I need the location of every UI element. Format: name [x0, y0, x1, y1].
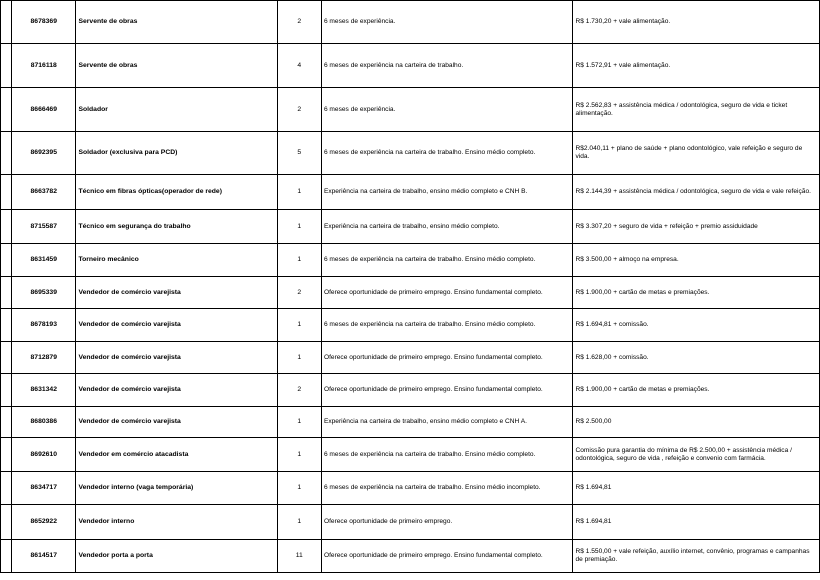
- job-salary: R$ 1.694,81 + comissão.: [573, 309, 820, 342]
- job-title: Vendedor de comércio varejista: [76, 407, 277, 438]
- job-code: 8678193: [12, 309, 76, 342]
- job-listings-body: [1, 1, 820, 573]
- table-row: [1, 540, 820, 573]
- job-quantity: 1: [277, 505, 321, 540]
- job-salary: Comissão pura garantia do mínima de R$ 2.500,00 + assistência médica / odontológica, seguro de vida , refeição e convenio com farmácia.: [573, 438, 820, 472]
- job-title: Vendedor de comércio varejista: [76, 277, 277, 309]
- table-row: [1, 244, 820, 277]
- job-requirements: 6 meses de experiência na carteira de trabalho.: [321, 44, 573, 88]
- job-code: 8712879: [12, 342, 76, 374]
- job-requirements: Experiência na carteira de trabalho, ensino médio completo.: [321, 210, 573, 244]
- job-code: 8634717: [12, 472, 76, 505]
- job-requirements: Oferece oportunidade de primeiro emprego. Ensino fundamental completo.: [321, 342, 573, 374]
- job-requirements: 6 meses de experiência na carteira de trabalho. Ensino médio completo.: [321, 438, 573, 472]
- table-row: [1, 175, 820, 210]
- job-quantity: 5: [277, 132, 321, 175]
- job-title: Torneiro mecânico: [76, 244, 277, 277]
- job-title: Soldador: [76, 88, 277, 132]
- job-requirements: Oferece oportunidade de primeiro emprego. Ensino fundamental completo.: [321, 540, 573, 573]
- job-title: Vendedor de comércio varejista: [76, 374, 277, 407]
- job-quantity: 1: [277, 407, 321, 438]
- job-requirements: 6 meses de experiência na carteira de trabalho. Ensino médio incompleto.: [321, 472, 573, 505]
- table-row: [1, 1, 820, 44]
- job-requirements: Oferece oportunidade de primeiro emprego. Ensino fundamental completo.: [321, 277, 573, 309]
- job-salary: R$ 1.900,00 + cartão de metas e premiações.: [573, 277, 820, 309]
- job-salary: R$ 1.900,00 + cartão de metas e premiações.: [573, 374, 820, 407]
- row-margin-cell: [1, 244, 12, 277]
- row-margin-cell: [1, 88, 12, 132]
- table-row: [1, 277, 820, 309]
- job-salary: R$ 1.550,00 + vale refeição, auxílio internet, convênio, programas e campanhas de premiação.: [573, 540, 820, 573]
- job-requirements: 6 meses de experiência.: [321, 88, 573, 132]
- job-requirements: 6 meses de experiência na carteira de trabalho. Ensino médio completo.: [321, 132, 573, 175]
- job-requirements: Experiência na carteira de trabalho, ensino médio completo e CNH B.: [321, 175, 573, 210]
- job-code: 8631342: [12, 374, 76, 407]
- job-code: 8680386: [12, 407, 76, 438]
- job-quantity: 1: [277, 244, 321, 277]
- table-row: [1, 44, 820, 88]
- job-code: 8715587: [12, 210, 76, 244]
- row-margin-cell: [1, 438, 12, 472]
- table-row: [1, 210, 820, 244]
- job-salary: R$2.040,11 + plano de saúde + plano odontológico, vale refeição e seguro de vida.: [573, 132, 820, 175]
- job-code: 8666469: [12, 88, 76, 132]
- job-title: Vendedor interno: [76, 505, 277, 540]
- table-row: [1, 374, 820, 407]
- row-margin-cell: [1, 132, 12, 175]
- job-requirements: Oferece oportunidade de primeiro emprego. Ensino fundamental completo.: [321, 374, 573, 407]
- job-quantity: 2: [277, 88, 321, 132]
- job-title: Servente de obras: [76, 44, 277, 88]
- job-quantity: 1: [277, 438, 321, 472]
- job-title: Técnico em segurança do trabalho: [76, 210, 277, 244]
- job-code: 8678369: [12, 1, 76, 44]
- job-title: Soldador (exclusiva para PCD): [76, 132, 277, 175]
- job-title: Técnico em fibras ópticas(operador de rede): [76, 175, 277, 210]
- row-margin-cell: [1, 175, 12, 210]
- job-code: 8692395: [12, 132, 76, 175]
- job-code: 8631459: [12, 244, 76, 277]
- row-margin-cell: [1, 309, 12, 342]
- job-salary: R$ 2.144,39 + assistência médica / odontológica, seguro de vida e vale refeição.: [573, 175, 820, 210]
- job-salary: R$ 2.562,83 + assistência médica / odontológica, seguro de vida e ticket alimentação.: [573, 88, 820, 132]
- job-title: Vendedor em comércio atacadista: [76, 438, 277, 472]
- job-quantity: 1: [277, 309, 321, 342]
- job-salary: R$ 1.572,91 + vale alimentação.: [573, 44, 820, 88]
- row-margin-cell: [1, 210, 12, 244]
- job-quantity: 11: [277, 540, 321, 573]
- row-margin-cell: [1, 1, 12, 44]
- job-title: Vendedor de comércio varejista: [76, 342, 277, 374]
- job-code: 8652922: [12, 505, 76, 540]
- job-code: 8716118: [12, 44, 76, 88]
- job-salary: R$ 2.500,00: [573, 407, 820, 438]
- job-requirements: Experiência na carteira de trabalho, ensino médio completo e CNH A.: [321, 407, 573, 438]
- table-row: [1, 309, 820, 342]
- table-row: [1, 88, 820, 132]
- table-row: [1, 438, 820, 472]
- table-row: [1, 505, 820, 540]
- job-code: 8614517: [12, 540, 76, 573]
- table-row: [1, 472, 820, 505]
- job-salary: R$ 1.694,81: [573, 505, 820, 540]
- row-margin-cell: [1, 277, 12, 309]
- job-quantity: 1: [277, 210, 321, 244]
- job-quantity: 2: [277, 1, 321, 44]
- job-salary: R$ 3.500,00 + almoço na empresa.: [573, 244, 820, 277]
- row-margin-cell: [1, 540, 12, 573]
- job-title: Vendedor interno (vaga temporária): [76, 472, 277, 505]
- job-quantity: 1: [277, 472, 321, 505]
- job-title: Vendedor de comércio varejista: [76, 309, 277, 342]
- job-requirements: 6 meses de experiência.: [321, 1, 573, 44]
- job-salary: R$ 1.628,00 + comissão.: [573, 342, 820, 374]
- row-margin-cell: [1, 472, 12, 505]
- job-salary: R$ 1.694,81: [573, 472, 820, 505]
- job-quantity: 1: [277, 175, 321, 210]
- job-quantity: 1: [277, 342, 321, 374]
- job-requirements: Oferece oportunidade de primeiro emprego.: [321, 505, 573, 540]
- row-margin-cell: [1, 374, 12, 407]
- row-margin-cell: [1, 342, 12, 374]
- job-requirements: 6 meses de experiência na carteira de trabalho. Ensino médio completo.: [321, 309, 573, 342]
- job-requirements: 6 meses de experiência na carteira de trabalho. Ensino médio completo.: [321, 244, 573, 277]
- job-code: 8695339: [12, 277, 76, 309]
- job-code: 8663782: [12, 175, 76, 210]
- job-salary: R$ 3.307,20 + seguro de vida + refeição + premio assiduidade: [573, 210, 820, 244]
- job-title: Servente de obras: [76, 1, 277, 44]
- job-quantity: 2: [277, 277, 321, 309]
- job-quantity: 2: [277, 374, 321, 407]
- job-quantity: 4: [277, 44, 321, 88]
- job-code: 8692610: [12, 438, 76, 472]
- row-margin-cell: [1, 44, 12, 88]
- table-row: [1, 407, 820, 438]
- row-margin-cell: [1, 505, 12, 540]
- table-row: [1, 342, 820, 374]
- row-margin-cell: [1, 407, 12, 438]
- job-salary: R$ 1.730,20 + vale alimentação.: [573, 1, 820, 44]
- job-title: Vendedor porta a porta: [76, 540, 277, 573]
- table-row: [1, 132, 820, 175]
